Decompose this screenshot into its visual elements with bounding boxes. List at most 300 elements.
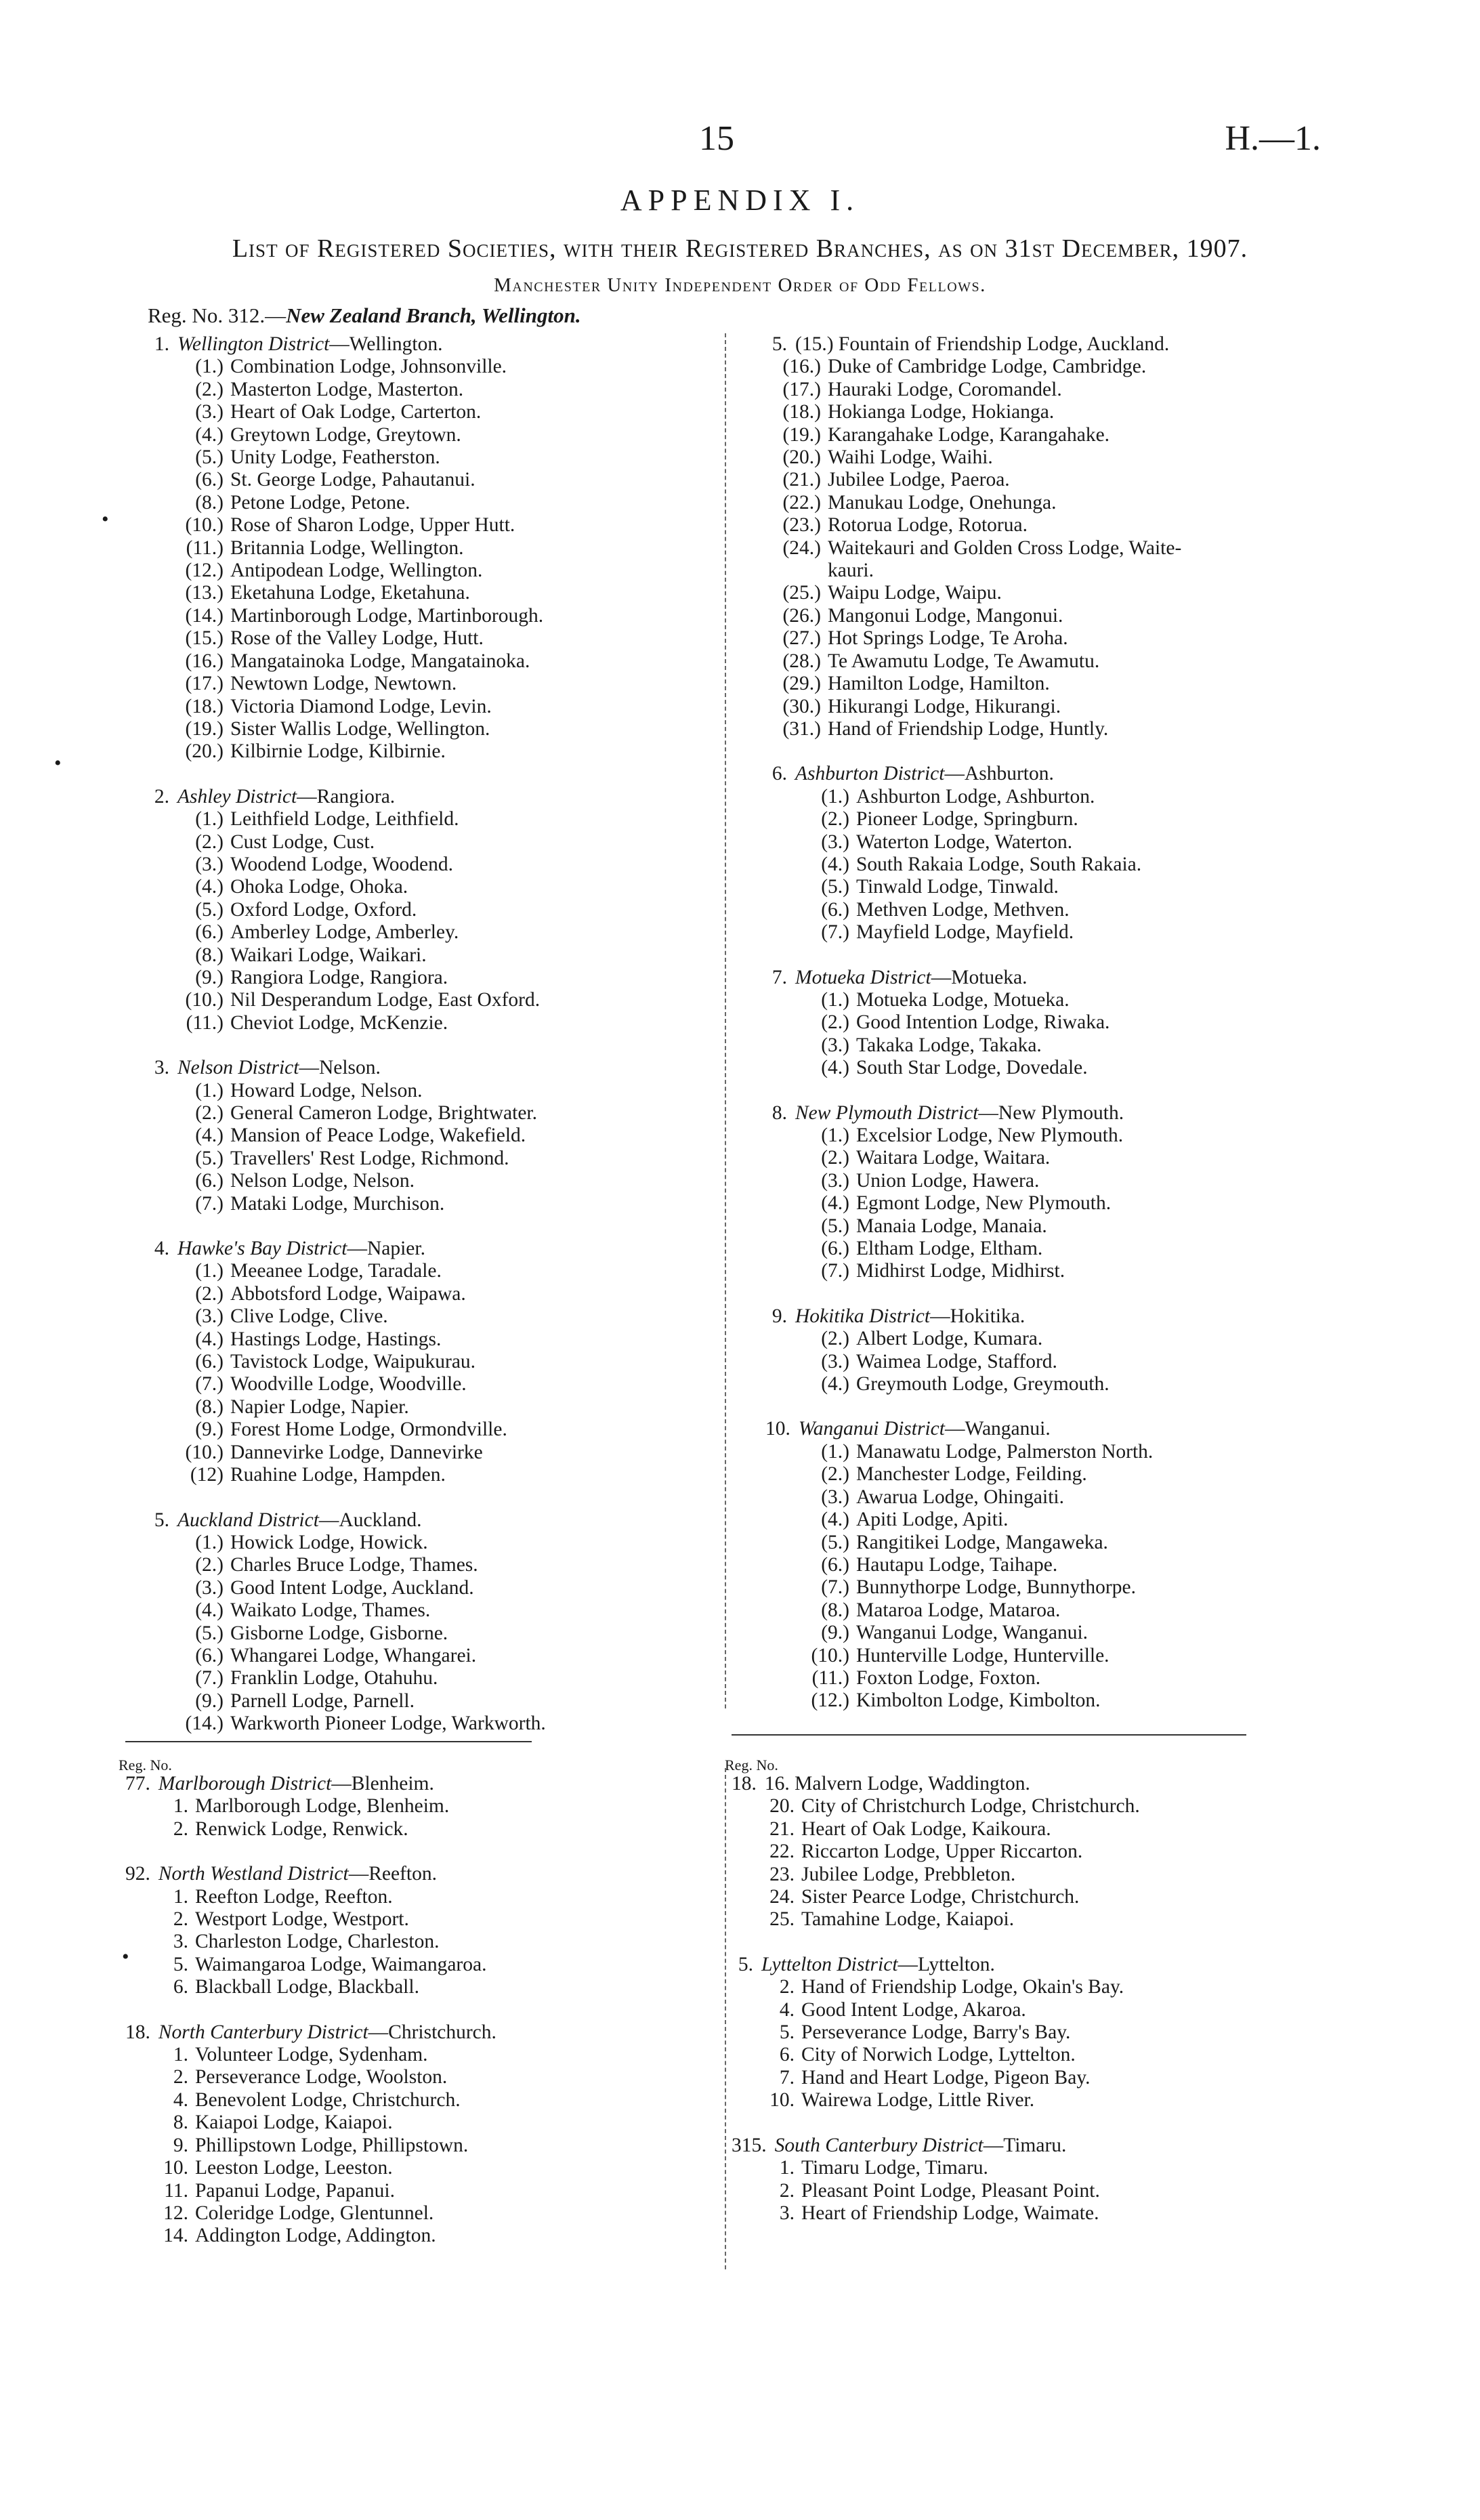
- lodge-number: 3.: [779, 2202, 795, 2224]
- lodge-entry: [148, 1193, 723, 1215]
- lodge-name: Wanganui Lodge, Wanganui.: [856, 1622, 1088, 1644]
- district-name: Motueka District: [795, 966, 931, 988]
- district-number: 315.: [732, 2134, 767, 2156]
- lodge-number: (6.): [195, 1351, 224, 1373]
- lodge-number: 16.: [764, 1773, 795, 1794]
- lodge-number: (1.): [195, 1531, 224, 1553]
- lodge-entry: [148, 1396, 723, 1419]
- lodge-name: Waterton Lodge, Waterton.: [856, 831, 1073, 853]
- lodge-number: (1.): [195, 1260, 224, 1282]
- lodge-name: Nelson Lodge, Nelson.: [230, 1170, 415, 1192]
- district-number: 18.: [732, 1773, 757, 1794]
- lodge-number: (10.): [185, 989, 224, 1011]
- lodge-number: (6.): [195, 1170, 224, 1192]
- district-name: Hawke's Bay District: [177, 1238, 347, 1260]
- lodge-entry: [765, 379, 1348, 401]
- lodge-name: Dannevirke Lodge, Dannevirke: [230, 1441, 483, 1463]
- lodge-entry: [765, 899, 1348, 921]
- lodge-name: Malvern Lodge, Waddington.: [795, 1773, 1030, 1794]
- upper-left-column: [148, 333, 723, 1758]
- lodge-name: Napier Lodge, Napier.: [230, 1395, 409, 1418]
- lodge-name: Newtown Lodge, Newtown.: [230, 673, 457, 695]
- lodge-name: Manawatu Lodge, Palmerston North.: [856, 1440, 1154, 1463]
- lodge-entry: [765, 1215, 1348, 1238]
- lodge-number: (22.): [782, 491, 821, 513]
- lodge-number: (2.): [195, 378, 224, 400]
- lodge-entry: [148, 1125, 723, 1147]
- lodge-entry: [148, 446, 723, 469]
- lodge-entry: [765, 696, 1348, 718]
- lodge-name: Manchester Lodge, Feilding.: [856, 1463, 1087, 1486]
- lodge-number: (9.): [195, 966, 224, 988]
- lower-right-column: [725, 1757, 1341, 2247]
- lodge-name-continuation: kauri.: [828, 560, 874, 582]
- lodge-entry: [765, 1011, 1348, 1034]
- lodge-entry: [148, 356, 723, 378]
- lodge-entry: [732, 2180, 1341, 2202]
- lodge-name: Wairewa Lodge, Little River.: [801, 2089, 1035, 2112]
- district-heading: [732, 1954, 1341, 1976]
- lodge-name: Kaiapoi Lodge, Kaiapoi.: [195, 2112, 393, 2134]
- lodge-name: Sister Pearce Lodge, Christchurch.: [801, 1886, 1080, 1908]
- lodge-name: Addington Lodge, Addington.: [195, 2225, 436, 2247]
- district-number: 2.: [154, 785, 169, 807]
- district-seat: —Reefton.: [348, 1863, 437, 1885]
- lodge-number: 14.: [163, 2225, 188, 2247]
- district-heading: [125, 2021, 721, 2044]
- lodge-number: (3.): [195, 853, 224, 875]
- district-name: North Westland District: [158, 1863, 349, 1885]
- district-block: [732, 2135, 1341, 2225]
- lodge-number: (8.): [195, 491, 224, 513]
- district-heading: [125, 1773, 721, 1795]
- lodge-name: Charleston Lodge, Charleston.: [195, 1931, 440, 1953]
- district-number: 1.: [154, 333, 169, 355]
- lodge-name: Duke of Cambridge Lodge, Cambridge.: [828, 356, 1147, 378]
- district-seat: —Auckland.: [318, 1509, 422, 1531]
- lodge-number: (3.): [821, 1350, 849, 1372]
- lodge-number: (9.): [821, 1622, 849, 1644]
- district-block: [765, 967, 1348, 1080]
- lodge-name: Papanui Lodge, Papanui.: [195, 2179, 395, 2202]
- lodge-entry: [148, 1419, 723, 1441]
- lodge-name: Renwick Lodge, Renwick.: [195, 1818, 408, 1840]
- lodge-entry: [148, 1328, 723, 1351]
- lodge-name: Mangonui Lodge, Mangonui.: [828, 604, 1063, 627]
- lodge-entry: [148, 1713, 723, 1735]
- district-heading: [148, 1057, 723, 1079]
- lodge-number: (8.): [195, 944, 224, 966]
- lodge-entry: [765, 989, 1348, 1011]
- lodge-number: (4.): [195, 1599, 224, 1622]
- lodge-number: (4.): [195, 423, 224, 446]
- lodge-number: 25.: [769, 1908, 795, 1931]
- district-number: 4.: [154, 1238, 169, 1260]
- lodge-entry: [765, 1373, 1348, 1395]
- district-block: [765, 333, 1348, 740]
- lodge-entry: [732, 1999, 1341, 2021]
- lodge-number: (7.): [821, 921, 849, 944]
- district-block: [148, 1509, 723, 1736]
- district-number: 10.: [765, 1418, 790, 1440]
- reg-no-label: Reg. No.: [119, 1757, 172, 1773]
- lodge-name: Abbotsford Lodge, Waipawa.: [230, 1282, 466, 1305]
- district-block: [732, 1954, 1341, 2112]
- lodge-number: (5.): [821, 1215, 849, 1237]
- lodge-number: (31.): [782, 717, 821, 740]
- lodge-number: (20.): [782, 446, 821, 469]
- lodge-number: (10.): [185, 1441, 224, 1463]
- district-number: 8.: [771, 1101, 787, 1124]
- district-name: Auckland District: [177, 1509, 319, 1531]
- lodge-number: (4.): [821, 1192, 849, 1215]
- lodge-number: (28.): [782, 650, 821, 672]
- lodge-entry: [765, 1441, 1348, 1463]
- lodge-number: (2.): [821, 1147, 849, 1169]
- lodge-name: Manaia Lodge, Manaia.: [856, 1215, 1047, 1237]
- lodge-number: (7.): [195, 1667, 224, 1689]
- lodge-entry: [148, 469, 723, 491]
- lodge-number: 24.: [769, 1886, 795, 1908]
- margin-mark: •: [102, 508, 109, 530]
- lodge-entry: [148, 1373, 723, 1395]
- lodge-entry: [148, 1532, 723, 1554]
- lodge-entry: [148, 1667, 723, 1689]
- lodge-entry: [732, 1818, 1341, 1841]
- lodge-name: Greymouth Lodge, Greymouth.: [856, 1373, 1109, 1395]
- lodge-number: (3.): [195, 401, 224, 423]
- column-divider-lower: [725, 1768, 726, 2269]
- lodge-number: (6.): [195, 921, 224, 944]
- lodge-number: (24.): [782, 537, 821, 559]
- lodge-name: Greytown Lodge, Greytown.: [230, 423, 461, 446]
- lodge-number: 4.: [173, 2088, 188, 2111]
- district-seat: —Nelson.: [299, 1057, 381, 1079]
- lodge-entry: [125, 2044, 721, 2066]
- lodge-number: (18.): [185, 695, 224, 717]
- lodge-entry: [148, 854, 723, 876]
- lodge-number: (4.): [195, 1125, 224, 1147]
- lodge-entry: [125, 2089, 721, 2112]
- lodge-entry: [125, 1908, 721, 1931]
- lodge-number: (5.): [821, 876, 849, 898]
- district-number: 5.: [771, 333, 787, 355]
- lodge-name: Mataroa Lodge, Mataroa.: [856, 1599, 1061, 1621]
- lodge-entry: [765, 1463, 1348, 1486]
- column-divider-upper: [725, 333, 726, 1708]
- lodge-entry: [148, 492, 723, 514]
- lodge-number: (29.): [782, 673, 821, 695]
- lodge-number: 23.: [769, 1863, 795, 1885]
- lodge-entry: [148, 627, 723, 650]
- lodge-name: Westport Lodge, Westport.: [195, 1908, 409, 1931]
- lodge-entry: [125, 2135, 721, 2157]
- lodge-entry: [125, 1818, 721, 1841]
- lodge-number: 10.: [769, 2089, 795, 2112]
- lodge-number: (1.): [821, 988, 849, 1011]
- lodge-name: Good Intent Lodge, Akaroa.: [801, 1998, 1026, 2021]
- lodge-name: Whangarei Lodge, Whangarei.: [230, 1644, 477, 1666]
- lodge-name: Pleasant Point Lodge, Pleasant Point.: [801, 2179, 1100, 2202]
- lodge-name: City of Norwich Lodge, Lyttelton.: [801, 2044, 1076, 2066]
- lodge-number: 2.: [173, 1818, 188, 1840]
- lodge-entry: [732, 1795, 1341, 1818]
- lodge-number: (7.): [821, 1576, 849, 1599]
- lodge-entry: [148, 1442, 723, 1464]
- lodge-entry: [148, 1464, 723, 1486]
- district-block: [148, 1238, 723, 1486]
- lodge-entry: [765, 401, 1348, 423]
- lodge-entry: [148, 1554, 723, 1576]
- lodge-name: Meeanee Lodge, Taradale.: [230, 1260, 442, 1282]
- district-number: 7.: [771, 966, 787, 988]
- lodge-name: Mansion of Peace Lodge, Wakefield.: [230, 1125, 526, 1147]
- lodge-name: Apiti Lodge, Apiti.: [856, 1509, 1009, 1531]
- district-seat: —Blenheim.: [331, 1773, 434, 1794]
- lodge-entry: [765, 808, 1348, 831]
- district-number: 6.: [771, 763, 787, 785]
- lodge-number: (25.): [782, 582, 821, 604]
- district-block: [765, 1102, 1348, 1283]
- margin-mark: •: [122, 1946, 129, 1968]
- lodge-number: (10.): [811, 1644, 849, 1666]
- lodge-name: Hokianga Lodge, Hokianga.: [828, 401, 1055, 423]
- lodge-name: Woodville Lodge, Woodville.: [230, 1373, 467, 1395]
- lodge-name: Foxton Lodge, Foxton.: [856, 1666, 1041, 1689]
- district-heading: [765, 1418, 1348, 1440]
- lodge-entry: [732, 2067, 1341, 2089]
- district-block: [125, 1863, 721, 1998]
- lodge-entry: [765, 605, 1348, 627]
- lodge-entry: [765, 446, 1348, 469]
- lodge-number: 7.: [779, 2066, 795, 2088]
- lodge-entry: [765, 921, 1348, 944]
- lodge-number: 6.: [779, 2044, 795, 2066]
- lodge-name: Methven Lodge, Methven.: [856, 898, 1070, 921]
- district-heading: [765, 763, 1348, 785]
- lodge-name: Howick Lodge, Howick.: [230, 1531, 428, 1553]
- district-block: [765, 763, 1348, 944]
- lodge-entry: [765, 1034, 1348, 1057]
- district-name: South Canterbury District: [774, 2134, 984, 2156]
- lodge-number: (19.): [782, 423, 821, 446]
- district-number: 92.: [125, 1863, 150, 1885]
- lodge-entry: [125, 2202, 721, 2225]
- lodge-name: Timaru Lodge, Timaru.: [801, 2157, 988, 2179]
- lodge-entry: [148, 944, 723, 967]
- lodge-entry: [148, 696, 723, 718]
- lodge-number: (3.): [195, 1305, 224, 1328]
- lodge-number: (30.): [782, 695, 821, 717]
- lodge-number: (4.): [821, 853, 849, 875]
- lodge-entry: [148, 1080, 723, 1102]
- lodge-name: Waimangaroa Lodge, Waimangaroa.: [195, 1953, 487, 1975]
- page-number: 15: [699, 119, 734, 158]
- lodge-name: Antipodean Lodge, Wellington.: [230, 560, 483, 582]
- lodge-name: Unity Lodge, Featherston.: [230, 446, 440, 469]
- lodge-entry: [148, 650, 723, 673]
- district-heading: [765, 1305, 1348, 1328]
- lodge-name: Waitekauri and Golden Cross Lodge, Waite-: [828, 537, 1182, 559]
- lodge-entry: [148, 1351, 723, 1373]
- district-name: Lyttelton District: [761, 1953, 898, 1975]
- lodge-entry: [765, 1192, 1348, 1215]
- district-number: 5.: [154, 1509, 169, 1531]
- lodge-entry: [765, 1057, 1348, 1079]
- lodge-name: Waihi Lodge, Waihi.: [828, 446, 993, 469]
- lodge-entry: [765, 650, 1348, 673]
- lodge-name: Hamilton Lodge, Hamilton.: [828, 673, 1050, 695]
- lodge-number: (5.): [195, 898, 224, 921]
- lodge-name: Rose of the Valley Lodge, Hutt.: [230, 627, 484, 650]
- lodge-name: Reefton Lodge, Reefton.: [195, 1885, 393, 1908]
- lodge-number: 1.: [173, 2044, 188, 2066]
- lodge-number: 1.: [173, 1795, 188, 1818]
- lodge-entry: [148, 1690, 723, 1713]
- lodge-entry: [765, 786, 1348, 808]
- district-seat: —Lyttelton.: [897, 1953, 995, 1975]
- lodge-entry: [765, 1170, 1348, 1192]
- district-name: North Canterbury District: [158, 2021, 368, 2043]
- lodge-name: St. George Lodge, Pahautanui.: [230, 469, 475, 491]
- lodge-name: Waimea Lodge, Stafford.: [856, 1350, 1057, 1372]
- lodge-name: Excelsior Lodge, New Plymouth.: [856, 1125, 1124, 1146]
- lodge-name: Kilbirnie Lodge, Kilbirnie.: [230, 740, 446, 763]
- lodge-entry: [765, 1532, 1348, 1554]
- lodge-number: 2.: [173, 2066, 188, 2088]
- lodge-number: (2.): [821, 1328, 849, 1350]
- district-number: 77.: [125, 1773, 150, 1794]
- lodge-name: Heart of Oak Lodge, Carterton.: [230, 401, 482, 423]
- lodge-number: (3.): [821, 1034, 849, 1056]
- district-number: 5.: [738, 1953, 753, 1975]
- lodge-name: Parnell Lodge, Parnell.: [230, 1689, 415, 1712]
- lodge-name: Combination Lodge, Johnsonville.: [230, 356, 507, 378]
- lodge-name: Victoria Diamond Lodge, Levin.: [230, 695, 492, 717]
- lodge-number: (16.): [185, 650, 224, 672]
- lodge-number: 4.: [779, 1998, 795, 2021]
- lodge-entry: [148, 514, 723, 537]
- lodge-name: Ohoka Lodge, Ohoka.: [230, 876, 408, 898]
- lodge-entry: [125, 1795, 721, 1818]
- lodge-number: (18.): [782, 401, 821, 423]
- lodge-name: Hand of Friendship Lodge, Okain's Bay.: [801, 1976, 1124, 1998]
- lodge-number: (1.): [821, 1440, 849, 1463]
- district-name: Hokitika District: [795, 1305, 931, 1327]
- lodge-number: (8.): [195, 1395, 224, 1418]
- lodge-number: 2.: [779, 2179, 795, 2202]
- lodge-number: (11.): [811, 1666, 849, 1689]
- lodge-name: South Star Lodge, Dovedale.: [856, 1057, 1088, 1079]
- lodge-name: Bunnythorpe Lodge, Bunnythorpe.: [856, 1576, 1136, 1599]
- lodge-entry: [765, 1622, 1348, 1644]
- lodge-name: Waipu Lodge, Waipu.: [828, 582, 1002, 604]
- lodge-entry: [732, 2157, 1341, 2179]
- district-seat: —Motueka.: [931, 966, 1028, 988]
- lodge-name: Franklin Lodge, Otahuhu.: [230, 1667, 438, 1689]
- district-name: New Plymouth District: [795, 1101, 979, 1124]
- lodge-entry: [148, 1102, 723, 1125]
- district-seat: —Napier.: [347, 1238, 425, 1260]
- lodge-number: (14.): [185, 604, 224, 627]
- lodge-name: Masterton Lodge, Masterton.: [230, 378, 464, 400]
- lodge-entry: [148, 537, 723, 560]
- district-block: [765, 1418, 1348, 1712]
- lodge-number: (9.): [195, 1419, 224, 1441]
- lodge-number: (3.): [821, 1169, 849, 1192]
- lodge-number: 1.: [779, 2157, 795, 2179]
- lodge-number: (6.): [195, 469, 224, 491]
- district-seat: —Ashburton.: [944, 763, 1054, 785]
- lodge-name: Oxford Lodge, Oxford.: [230, 898, 417, 921]
- lodge-name: Tamahine Lodge, Kaiapoi.: [801, 1908, 1015, 1931]
- lodge-number: (20.): [185, 740, 224, 763]
- lodge-number: (7.): [195, 1373, 224, 1395]
- lodge-entry: [148, 1305, 723, 1328]
- lodge-number: 21.: [769, 1818, 795, 1840]
- lodge-name: Fountain of Friendship Lodge, Auckland.: [838, 333, 1170, 355]
- registration-name: New Zealand Branch, Wellington.: [286, 303, 581, 327]
- lodge-number: (7.): [821, 1260, 849, 1282]
- lodge-entry: [765, 1125, 1348, 1147]
- lodge-entry: [765, 1667, 1348, 1689]
- lodge-number: (5.): [195, 1622, 224, 1644]
- lodge-name: Warkworth Pioneer Lodge, Warkworth.: [230, 1713, 546, 1735]
- lodge-entry: [148, 740, 723, 763]
- lodge-name: Hunterville Lodge, Hunterville.: [856, 1644, 1109, 1666]
- lodge-entry: [765, 1554, 1348, 1576]
- lodge-name: Hot Springs Lodge, Te Aroha.: [828, 627, 1068, 650]
- lodge-entry: [125, 2112, 721, 2134]
- lodge-entry: [732, 1886, 1341, 1908]
- lodge-name: Hand and Heart Lodge, Pigeon Bay.: [801, 2066, 1091, 2088]
- lodge-entry: [148, 831, 723, 854]
- lodge-number: (4.): [821, 1057, 849, 1079]
- lodge-number: (10.): [185, 514, 224, 537]
- lodge-entry: [125, 2066, 721, 2088]
- lodge-entry: [148, 379, 723, 401]
- district-block: [148, 333, 723, 763]
- lodge-number: (4.): [821, 1373, 849, 1395]
- lodge-number: 3.: [173, 1931, 188, 1953]
- lodge-number: (17.): [782, 378, 821, 400]
- lodge-name: Manukau Lodge, Onehunga.: [828, 491, 1057, 513]
- lodge-number: 2.: [173, 1908, 188, 1931]
- lodge-number: (6.): [195, 1644, 224, 1666]
- lodge-name: Gisborne Lodge, Gisborne.: [230, 1622, 448, 1644]
- district-heading: [148, 786, 723, 808]
- lodge-name: Perseverance Lodge, Woolston.: [195, 2066, 448, 2088]
- lodge-number: (3.): [195, 1576, 224, 1599]
- lodge-entry: [765, 1689, 1348, 1712]
- registration-prefix: Reg. No. 312.—: [148, 303, 287, 327]
- lodge-number: (11.): [186, 1011, 224, 1034]
- lodge-entry: [765, 1328, 1348, 1350]
- lodge-name: Woodend Lodge, Woodend.: [230, 853, 453, 875]
- lodge-entry: [732, 1976, 1341, 1998]
- lodge-entry: [148, 808, 723, 831]
- lodge-number: (5.): [195, 1147, 224, 1169]
- lodge-entry: [765, 673, 1348, 695]
- lodge-number: (13.): [185, 582, 224, 604]
- lodge-number: (2.): [195, 831, 224, 853]
- lodge-number: (1.): [821, 1125, 849, 1146]
- district-block: [148, 786, 723, 1034]
- lodge-entry: [148, 1148, 723, 1170]
- lodge-name: Union Lodge, Hawera.: [856, 1169, 1040, 1192]
- lodge-number: (19.): [185, 717, 224, 740]
- lodge-number: (11.): [186, 537, 224, 559]
